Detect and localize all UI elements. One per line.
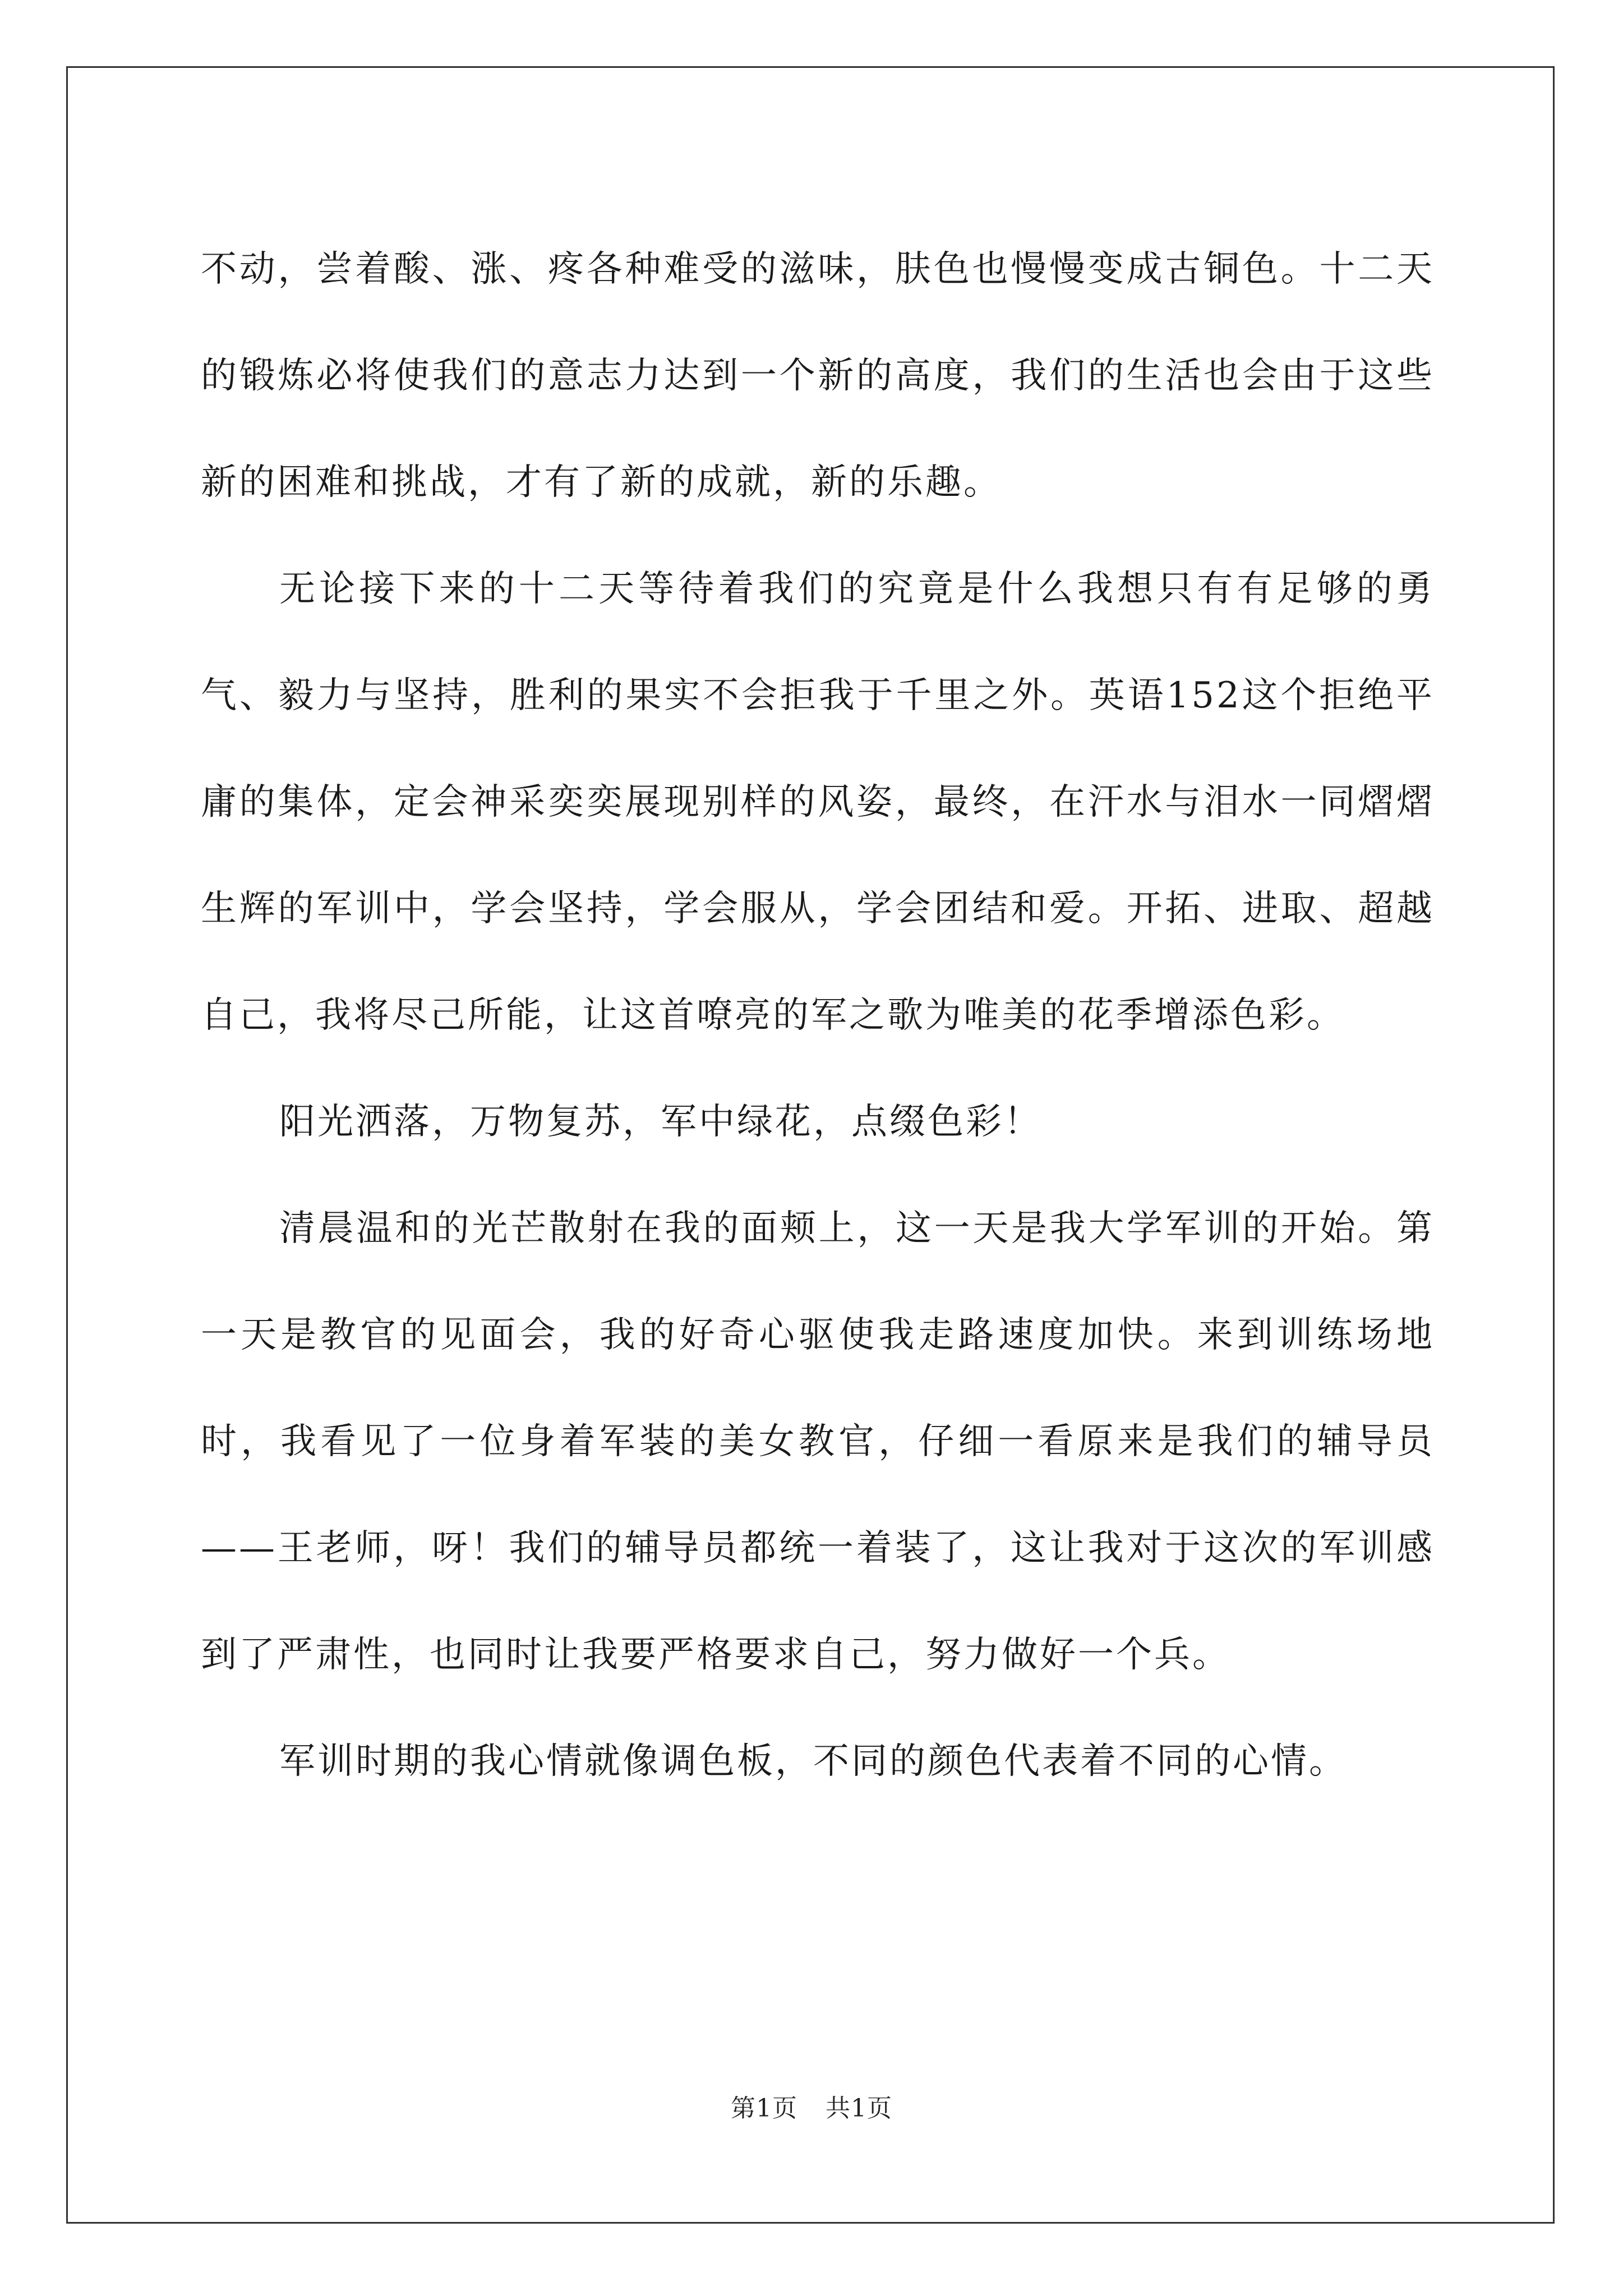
paragraph-1: 不动，尝着酸、涨、疼各种难受的滋味，肤色也慢慢变成古铜色。十二天的锻炼必将使我们的意志力达到一个新的高度，我们的生活也会由于这些新的困难和挑战，才有了新的成就，新的乐趣。: [201, 249, 1435, 503]
page-number-current: 第1页: [731, 2094, 797, 2123]
paragraph-4: 清晨温和的光芒散射在我的面颊上，这一天是我大学军训的开始。第一天是教官的见面会，我的好奇心驱使我走路速度加快。来到训练场地时，我看见了一位身着军装的美女教官，仔细一看原来是我们的辅导员——王老师，呀！我们的辅导员都统一着装了，这让我对于这次的军训感到了严肃性，也同时让我要严格要求自己，努力做好一个兵。: [201, 1208, 1435, 1676]
page-number-total: 共1页: [826, 2094, 892, 2123]
document-body: [201, 216, 1435, 1815]
paragraph-2: 无论接下来的十二天等待着我们的究竟是什么我想只有有足够的勇气、毅力与坚持，胜利的果实不会拒我于千里之外。英语152这个拒绝平庸的集体，定会神采奕奕展现别样的风姿，最终，在汗水与泪水一同熠熠生辉的军训中，学会坚持，学会服从，学会团结和爱。开拓、进取、超越自己，我将尽己所能，让这首嘹亮的军之歌为唯美的花季增添色彩。: [201, 568, 1435, 1036]
page-footer: [0, 2088, 1623, 2124]
paragraph-5: 军训时期的我心情就像调色板，不同的颜色代表着不同的心情。: [279, 1741, 1347, 1782]
paragraph-3: 阳光洒落，万物复苏，军中绿花，点缀色彩！: [279, 1101, 1042, 1143]
